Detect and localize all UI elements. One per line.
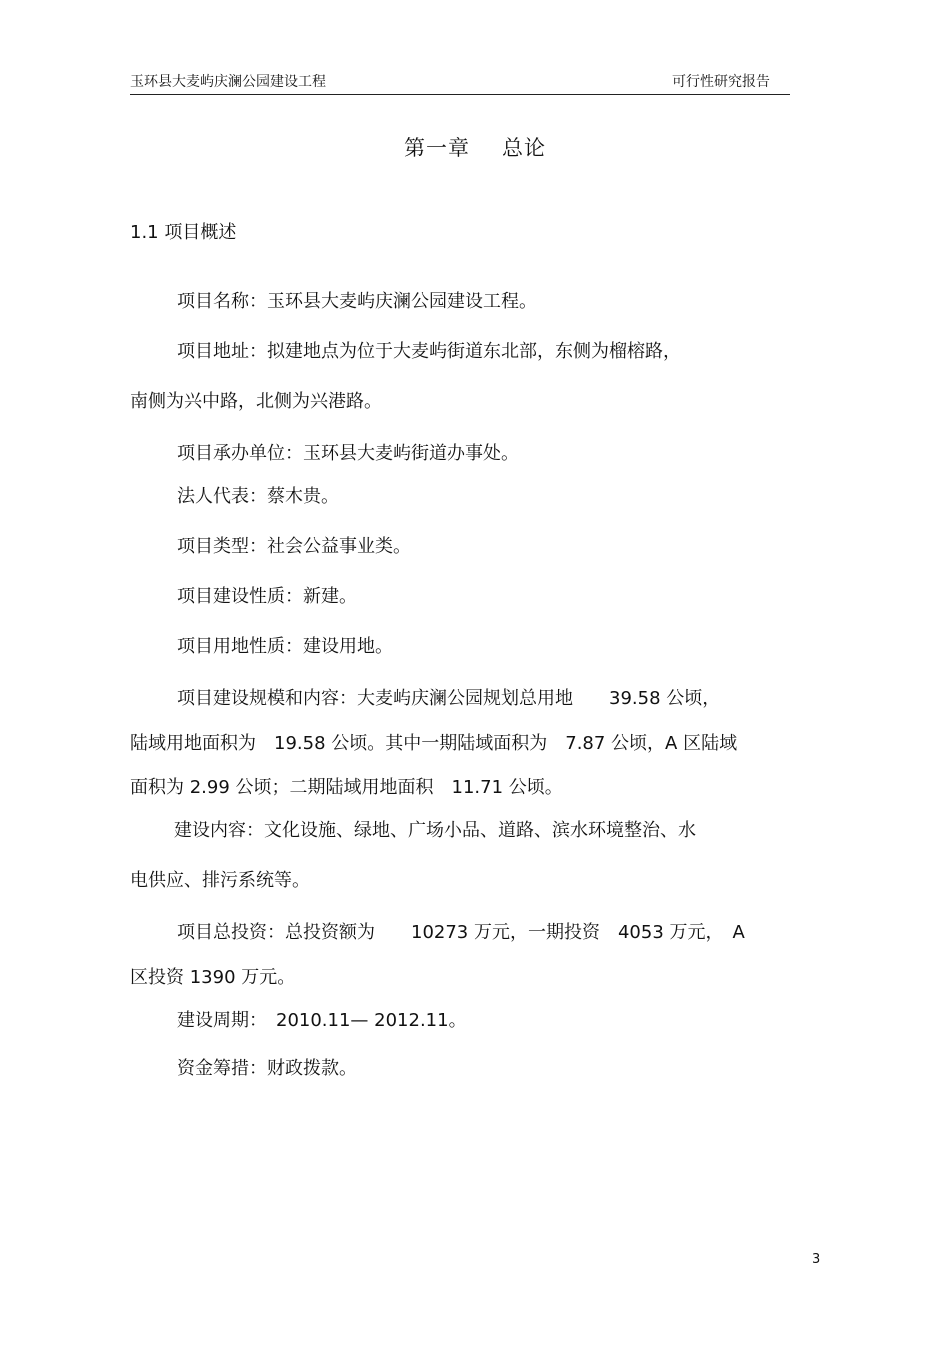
- body-line: 项目名称：玉环县大麦屿庆澜公园建设工程。: [177, 291, 537, 312]
- body-line: 陆域用地面积为 19.58 公顷。其中一期陆域面积为 7.87 公顷，A 区陆域: [130, 733, 738, 754]
- body-line: 项目类型：社会公益事业类。: [177, 536, 411, 557]
- chapter-heading: [0, 132, 950, 162]
- body-line: 项目地址：拟建地点为位于大麦屿街道东北部，东侧为榴榕路，: [177, 341, 681, 362]
- body-line: 法人代表：蔡木贵。: [177, 486, 339, 507]
- header-doc-type: 可行性研究报告: [672, 74, 770, 90]
- body-line: 建设周期： 2010.11— 2012.11。: [177, 1010, 467, 1031]
- body-line: 项目承办单位：玉环县大麦屿街道办事处。: [177, 443, 519, 464]
- section-title: 1.1 项目概述: [130, 222, 237, 243]
- page-number: 3: [812, 1252, 821, 1267]
- header-project-name: 玉环县大麦屿庆澜公园建设工程: [130, 74, 326, 90]
- body-line: 项目用地性质：建设用地。: [177, 636, 393, 657]
- body-line: 项目建设规模和内容：大麦屿庆澜公园规划总用地 39.58 公顷，: [177, 688, 721, 709]
- body-line: 区投资 1390 万元。: [130, 967, 296, 988]
- page-header: [130, 70, 790, 95]
- body-line: 建设内容：文化设施、绿地、广场小品、道路、滨水环境整治、水: [174, 820, 696, 841]
- chapter-number: 第一章: [404, 136, 470, 160]
- body-line: 面积为 2.99 公顷；二期陆域用地面积 11.71 公顷。: [130, 777, 563, 798]
- body-line: 南侧为兴中路，北侧为兴港路。: [130, 391, 382, 412]
- body-line: 项目总投资：总投资额为 10273 万元，一期投资 4053 万元， A: [177, 922, 745, 943]
- body-line: 电供应、排污系统等。: [130, 870, 310, 891]
- body-line: 项目建设性质：新建。: [177, 586, 357, 607]
- body-line: 资金筹措：财政拨款。: [177, 1058, 357, 1079]
- chapter-title: 总论: [502, 136, 546, 160]
